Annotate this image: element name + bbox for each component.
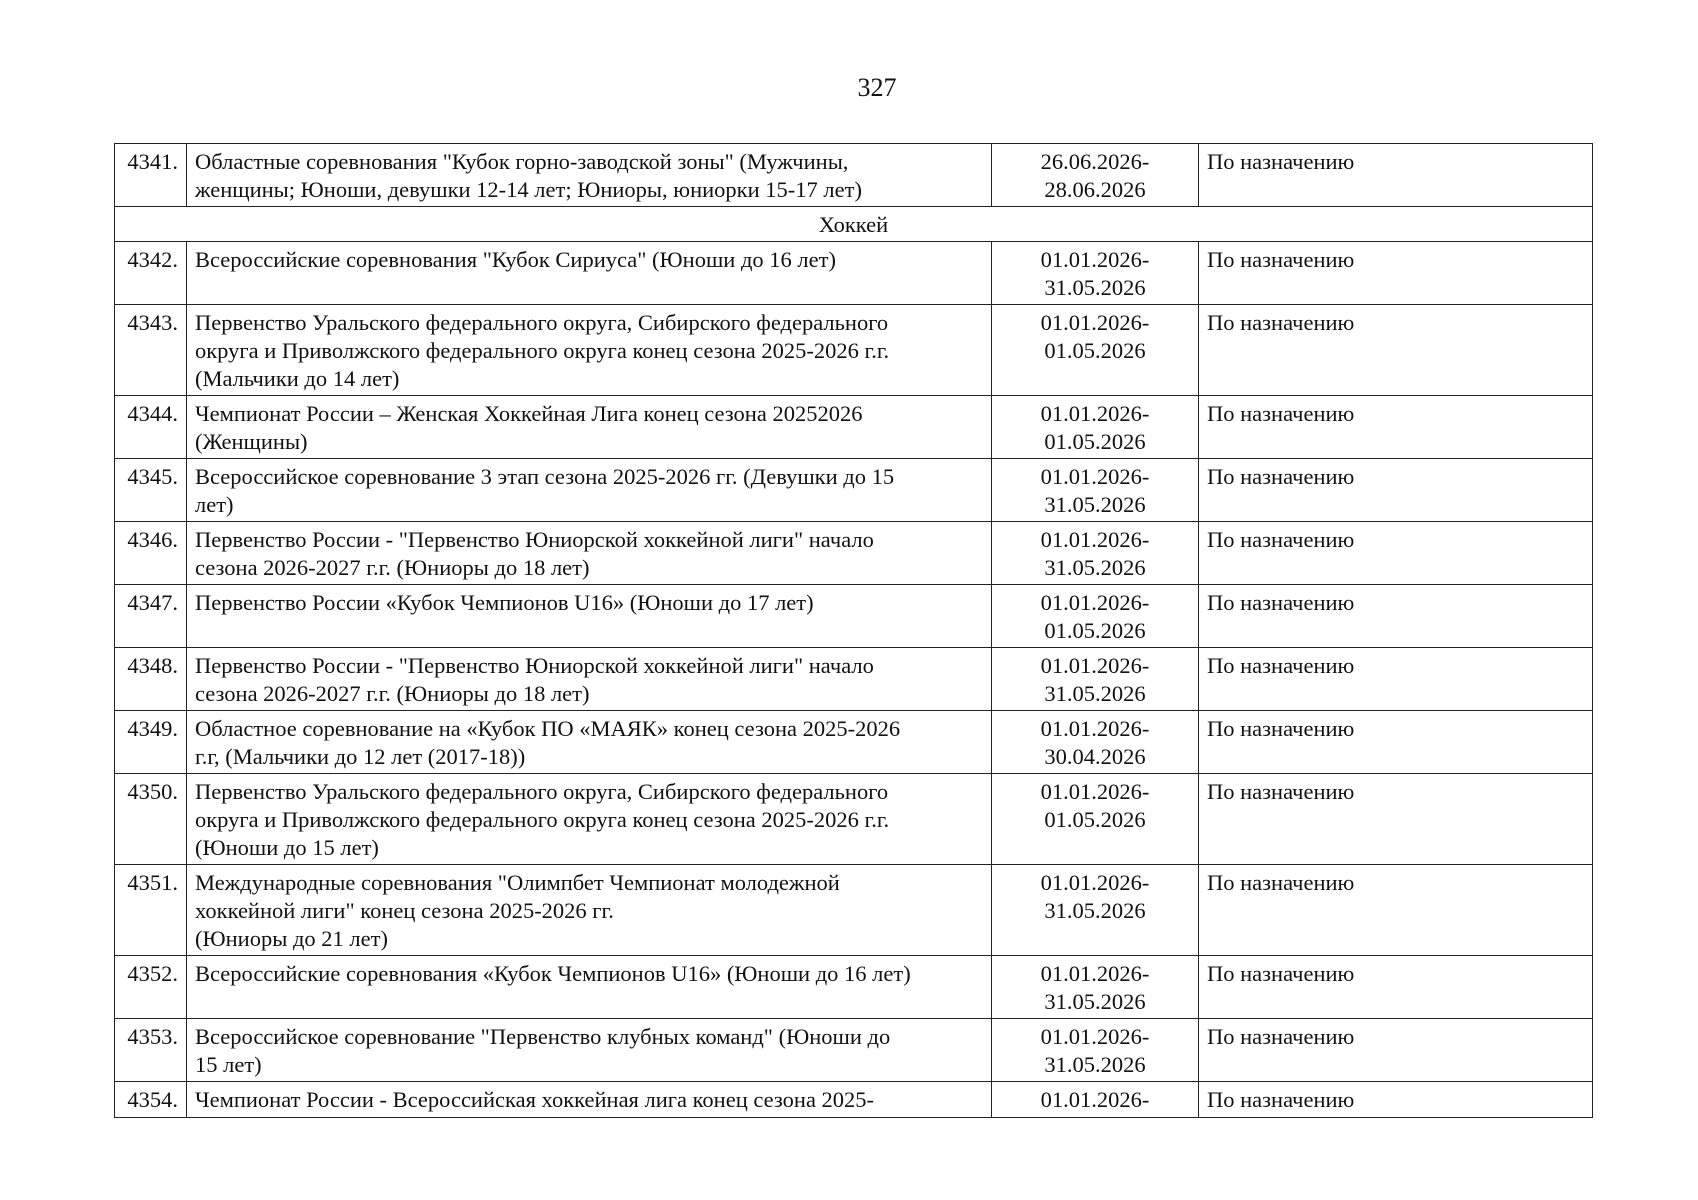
row-number: 4354. xyxy=(115,1082,187,1118)
date-to: 31.05.2026 xyxy=(1044,681,1146,706)
date-from: 01.01.2026- xyxy=(1040,961,1150,986)
event-dates xyxy=(992,242,1199,305)
date-from: 01.01.2026- xyxy=(1040,401,1150,426)
date-from: 26.06.2026- xyxy=(1040,149,1150,174)
row-number: 4346. xyxy=(115,522,187,585)
date-from: 01.01.2026- xyxy=(1040,464,1150,489)
date-from: 01.01.2026- xyxy=(1040,590,1150,615)
date-from: 01.01.2026- xyxy=(1040,870,1150,895)
event-place: По назначению xyxy=(1199,144,1593,207)
event-name xyxy=(187,585,992,648)
date-from: 01.01.2026- xyxy=(1040,527,1150,552)
event-name xyxy=(187,305,992,396)
table-row xyxy=(115,711,1593,774)
event-name xyxy=(187,144,992,207)
date-from: 01.01.2026- xyxy=(1040,653,1150,678)
event-place: По назначению xyxy=(1199,1082,1593,1118)
event-dates xyxy=(992,396,1199,459)
event-name-line: (Юниоры до 21 лет) xyxy=(195,926,388,951)
event-name xyxy=(187,459,992,522)
date-from: 01.01.2026- xyxy=(1040,310,1150,335)
date-to: 31.05.2026 xyxy=(1044,1052,1146,1077)
date-to: 30.04.2026 xyxy=(1044,744,1146,769)
event-place: По назначению xyxy=(1199,242,1593,305)
section-header-group xyxy=(115,207,1593,242)
date-to: 31.05.2026 xyxy=(1044,989,1146,1014)
event-dates xyxy=(992,1019,1199,1082)
event-name-line: 15 лет) xyxy=(195,1052,262,1077)
row-number: 4349. xyxy=(115,711,187,774)
table-row xyxy=(115,1082,1593,1118)
date-from: 01.01.2026- xyxy=(1040,1087,1150,1112)
table-row xyxy=(115,305,1593,396)
table-body-hockey xyxy=(115,242,1593,1118)
event-dates xyxy=(992,865,1199,956)
event-name xyxy=(187,396,992,459)
event-name-line: Всероссийское соревнование "Первенство клубных команд" (Юноши до xyxy=(195,1024,891,1049)
date-to: 01.05.2026 xyxy=(1044,338,1146,363)
row-number: 4342. xyxy=(115,242,187,305)
event-dates xyxy=(992,774,1199,865)
event-name-line: Чемпионат России – Женская Хоккейная Лига конец сезона 20252026 xyxy=(195,401,863,426)
table-row xyxy=(115,648,1593,711)
date-to: 31.05.2026 xyxy=(1044,898,1146,923)
event-place: По назначению xyxy=(1199,648,1593,711)
event-dates xyxy=(992,648,1199,711)
event-place: По назначению xyxy=(1199,459,1593,522)
date-to: 31.05.2026 xyxy=(1044,492,1146,517)
event-name xyxy=(187,1082,992,1118)
event-place: По назначению xyxy=(1199,522,1593,585)
event-place: По назначению xyxy=(1199,305,1593,396)
event-name-line: Областные соревнования "Кубок горно-заводской зоны" (Мужчины, xyxy=(195,149,849,174)
event-name-line: лет) xyxy=(195,492,234,517)
event-dates xyxy=(992,305,1199,396)
table-row xyxy=(115,956,1593,1019)
row-number: 4350. xyxy=(115,774,187,865)
event-name xyxy=(187,956,992,1019)
table-row xyxy=(115,522,1593,585)
date-to: 31.05.2026 xyxy=(1044,275,1146,300)
event-name-line: (Женщины) xyxy=(195,429,308,454)
event-name xyxy=(187,648,992,711)
row-number: 4352. xyxy=(115,956,187,1019)
event-name-line: округа и Приволжского федерального округа конец сезона 2025-2026 г.г. xyxy=(195,338,890,363)
event-name-line: Чемпионат России - Всероссийская хоккейная лига конец сезона 2025- xyxy=(195,1087,875,1112)
event-dates xyxy=(992,956,1199,1019)
table-body-before-section xyxy=(115,144,1593,207)
event-name-line: Всероссийское соревнование 3 этап сезона 2025-2026 гг. (Девушки до 15 xyxy=(195,464,895,489)
page-number: 327 xyxy=(857,73,897,102)
event-name-line: хоккейной лиги" конец сезона 2025-2026 гг. xyxy=(195,898,614,923)
date-from: 01.01.2026- xyxy=(1040,716,1150,741)
event-name-line: Первенство Уральского федерального округа, Сибирского федерального xyxy=(195,779,889,804)
section-header-row xyxy=(115,207,1593,242)
event-place: По назначению xyxy=(1199,711,1593,774)
date-from: 01.01.2026- xyxy=(1040,247,1150,272)
event-name-line: Областное соревнование на «Кубок ПО «МАЯК» конец сезона 2025-2026 xyxy=(195,716,901,741)
events-table xyxy=(114,143,1593,1118)
event-name-line: Всероссийские соревнования «Кубок Чемпионов U16» (Юноши до 16 лет) xyxy=(195,961,911,986)
event-place: По назначению xyxy=(1199,396,1593,459)
event-name xyxy=(187,865,992,956)
event-name-line: Первенство России - "Первенство Юниорской хоккейной лиги" начало xyxy=(195,653,874,678)
date-to: 01.05.2026 xyxy=(1044,618,1146,643)
row-number: 4341. xyxy=(115,144,187,207)
event-name-line: Первенство России «Кубок Чемпионов U16» (Юноши до 17 лет) xyxy=(195,590,814,615)
date-to: 28.06.2026 xyxy=(1044,177,1146,202)
event-name-line: Первенство Уральского федерального округа, Сибирского федерального xyxy=(195,310,889,335)
date-from: 01.01.2026- xyxy=(1040,779,1150,804)
event-place: По назначению xyxy=(1199,865,1593,956)
date-from: 01.01.2026- xyxy=(1040,1024,1150,1049)
row-number: 4344. xyxy=(115,396,187,459)
event-name-line: Первенство России - "Первенство Юниорской хоккейной лиги" начало xyxy=(195,527,874,552)
event-name-line: г.г, (Мальчики до 12 лет (2017-18)) xyxy=(195,744,526,769)
table-row xyxy=(115,144,1593,207)
row-number: 4348. xyxy=(115,648,187,711)
date-to: 01.05.2026 xyxy=(1044,807,1146,832)
event-name-line: сезона 2026-2027 г.г. (Юниоры до 18 лет) xyxy=(195,555,590,580)
event-name-line: женщины; Юноши, девушки 12-14 лет; Юниоры, юниорки 15-17 лет) xyxy=(195,177,862,202)
table-row xyxy=(115,242,1593,305)
event-name xyxy=(187,522,992,585)
event-dates xyxy=(992,711,1199,774)
event-place: По назначению xyxy=(1199,774,1593,865)
event-name-line: (Мальчики до 14 лет) xyxy=(195,366,400,391)
event-name-line: сезона 2026-2027 г.г. (Юниоры до 18 лет) xyxy=(195,681,590,706)
event-name xyxy=(187,774,992,865)
event-dates xyxy=(992,585,1199,648)
row-number: 4343. xyxy=(115,305,187,396)
table-row xyxy=(115,585,1593,648)
date-to: 31.05.2026 xyxy=(1044,555,1146,580)
event-name xyxy=(187,242,992,305)
event-name xyxy=(187,1019,992,1082)
table-row xyxy=(115,396,1593,459)
event-place: По назначению xyxy=(1199,1019,1593,1082)
row-number: 4353. xyxy=(115,1019,187,1082)
event-place: По назначению xyxy=(1199,585,1593,648)
row-number: 4347. xyxy=(115,585,187,648)
event-name-line: Международные соревнования "Олимпбет Чемпионат молодежной xyxy=(195,870,840,895)
section-title: Хоккей xyxy=(115,207,1593,242)
event-dates xyxy=(992,522,1199,585)
table-row xyxy=(115,1019,1593,1082)
event-name xyxy=(187,711,992,774)
event-dates xyxy=(992,1082,1199,1118)
table-row xyxy=(115,865,1593,956)
event-dates xyxy=(992,144,1199,207)
row-number: 4345. xyxy=(115,459,187,522)
row-number: 4351. xyxy=(115,865,187,956)
event-place: По назначению xyxy=(1199,956,1593,1019)
table-row xyxy=(115,774,1593,865)
event-name-line: округа и Приволжского федерального округа конец сезона 2025-2026 г.г. xyxy=(195,807,890,832)
table-row xyxy=(115,459,1593,522)
event-dates xyxy=(992,459,1199,522)
event-name-line: Всероссийские соревнования "Кубок Сириуса" (Юноши до 16 лет) xyxy=(195,247,836,272)
date-to: 01.05.2026 xyxy=(1044,429,1146,454)
event-name-line: (Юноши до 15 лет) xyxy=(195,835,379,860)
